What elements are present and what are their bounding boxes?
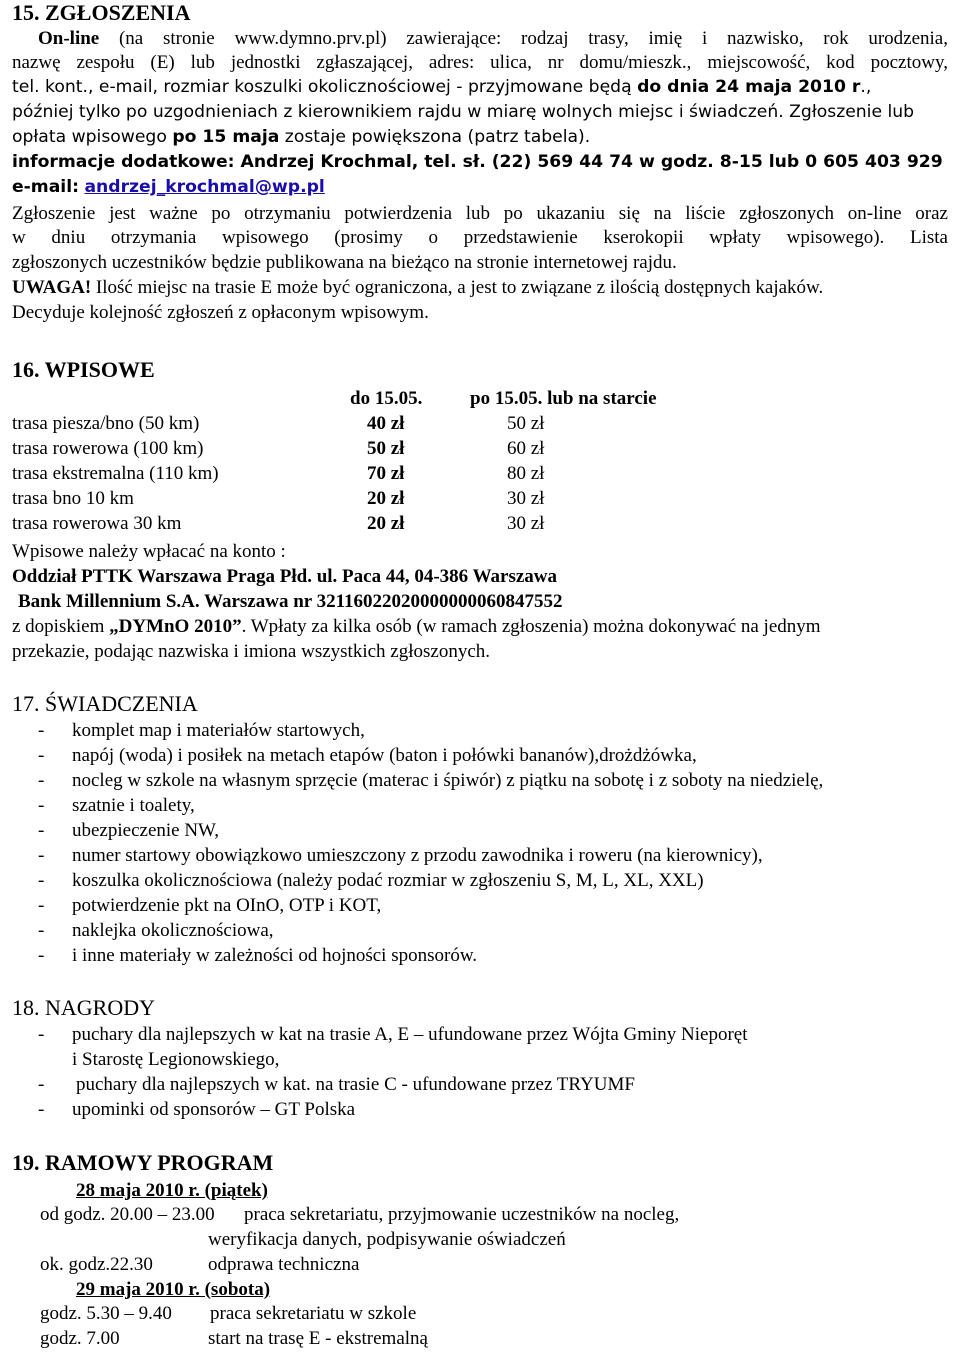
s15-para-5: Decyduje kolejność zgłoszeń z opłaconym wpisowym.: [12, 302, 429, 323]
s15-line-7: e-mail: andrzej_krochmal@wp.pl: [12, 177, 325, 197]
fee-row-after: 60 zł: [507, 438, 545, 459]
event-desc: start na trasę E - ekstremalną: [208, 1328, 428, 1349]
section-19-title: 19. RAMOWY PROGRAM: [12, 1150, 274, 1175]
event-time: godz. 5.30 – 9.40: [40, 1303, 172, 1324]
section-16-title: 16. WPISOWE: [12, 357, 155, 382]
fee-row-before: 70 zł: [367, 463, 405, 484]
fee-row-after: 80 zł: [507, 463, 545, 484]
fee-row-before: 20 zł: [367, 488, 405, 509]
s15-para-2: w dniu otrzymania wpisowego (prosimy o przedstawienie kserokopii wpłaty wpisowego). Lista: [12, 227, 948, 248]
s15-para-1: Zgłoszenie jest ważne po otrzymaniu potwierdzenia lub po ukazaniu się na liście zgłoszonych on-line oraz: [12, 203, 948, 224]
fee-row-name: trasa ekstremalna (110 km): [12, 463, 219, 484]
s15-line-1: On-line (na stronie www.dymno.prv.pl) zawierające: rodzaj trasy, imię i nazwisko, rok urodzenia,: [38, 28, 948, 49]
event-desc-cont: weryfikacja danych, podpisywanie oświadczeń: [208, 1229, 566, 1250]
s15-line-6: informacje dodatkowe: Andrzej Krochmal, tel. sł. (22) 569 44 74 w godz. 8-15 lub 0 605 403 929: [12, 152, 943, 172]
day-1-heading: 28 maja 2010 r. (piątek): [76, 1180, 268, 1201]
payment-note-2: przekazie, podając nazwiska i imiona wszystkich zgłoszonych.: [12, 641, 490, 662]
oddzial-address: Oddział PTTK Warszawa Praga Płd. ul. Paca 44, 04-386 Warszawa: [12, 566, 558, 587]
fee-row-name: trasa bno 10 km: [12, 488, 134, 509]
section-15-title: 15. ZGŁOSZENIA: [12, 0, 191, 25]
event-desc: odprawa techniczna: [208, 1254, 360, 1275]
fee-row-before: 50 zł: [367, 438, 405, 459]
event-time: od godz. 20.00 – 23.00: [40, 1204, 215, 1225]
fee-head-before: do 15.05.: [350, 388, 423, 409]
section-17-title: 17. ŚWIADCZENIA: [12, 691, 198, 716]
event-time: godz. 7.00: [40, 1328, 120, 1349]
s15-line-5: opłata wpisowego po 15 maja zostaje powiększona (patrz tabela).: [12, 127, 591, 147]
event-time: ok. godz.22.30: [40, 1254, 153, 1275]
s15-line-3: tel. kont., e-mail, rozmiar koszulki okolicznościowej - przyjmowane będą do dnia 24 maja 2010 r.,: [12, 77, 872, 97]
fee-row-name: trasa piesza/bno (50 km): [12, 413, 200, 434]
fee-row-before: 40 zł: [367, 413, 405, 434]
fee-row-name: trasa rowerowa (100 km): [12, 438, 204, 459]
s15-line-4: później tylko po uzgodnieniach z kierownikiem rajdu w miarę wolnych miejsc i świadczeń. Zgłoszenie lub: [12, 102, 915, 122]
fee-head-after: po 15.05. lub na starcie: [470, 388, 657, 409]
fee-row-after: 30 zł: [507, 488, 545, 509]
fee-row-after: 30 zł: [507, 513, 545, 534]
s15-line-2: nazwę zespołu (E) lub jednostki zgłaszającej, adres: ulica, nr domu/mieszk., miejscowość, kod pocztowy,: [12, 52, 948, 73]
s15-para-4: UWAGA! Ilość miejsc na trasie E może być ograniczona, a jest to związane z ilością dostępnych kajaków.: [12, 277, 824, 298]
fee-row-before: 20 zł: [367, 513, 405, 534]
event-desc: praca sekretariatu, przyjmowanie uczestników na nocleg,: [244, 1204, 680, 1225]
event-desc: praca sekretariatu w szkole: [210, 1303, 417, 1324]
section-18-title: 18. NAGRODY: [12, 995, 155, 1020]
day-2-heading: 29 maja 2010 r. (sobota): [76, 1279, 271, 1300]
bank-account: Bank Millennium S.A. Warszawa nr 32116022020000000060847552: [18, 591, 563, 612]
payment-note-1: z dopiskiem „DYMnO 2010”. Wpłaty za kilka osób (w ramach zgłoszenia) można dokonywać na jednym: [12, 616, 821, 637]
fee-row-after: 50 zł: [507, 413, 545, 434]
konto-label: Wpisowe należy wpłacać na konto :: [12, 541, 286, 562]
email-link[interactable]: andrzej_krochmal@wp.pl: [84, 177, 325, 197]
fee-row-name: trasa rowerowa 30 km: [12, 513, 182, 534]
s15-para-3: zgłoszonych uczestników będzie publikowana na bieżąco na stronie internetowej rajdu.: [12, 252, 677, 273]
